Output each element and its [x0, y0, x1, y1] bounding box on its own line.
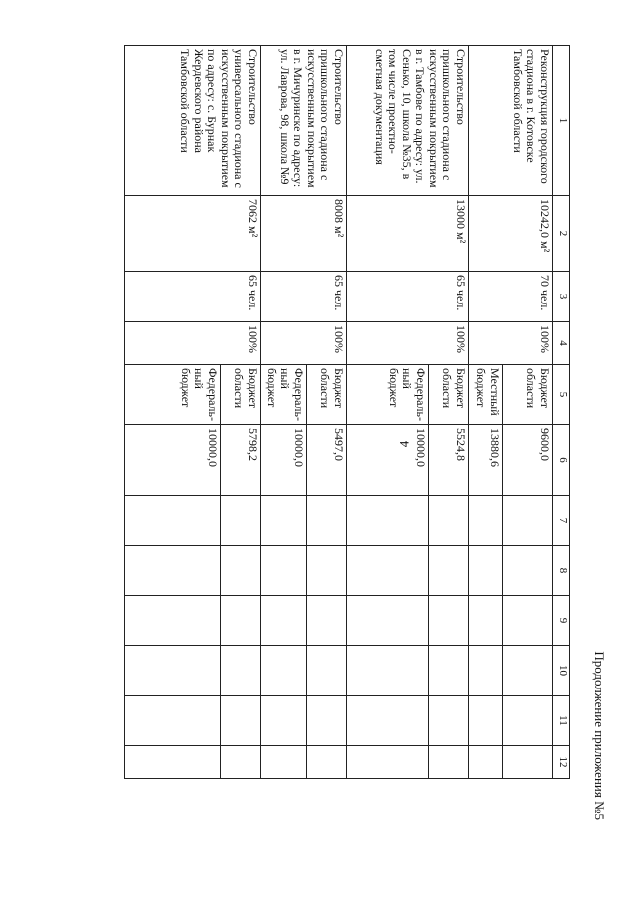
empty-cell [347, 645, 429, 695]
funding-value: 10000,0 [261, 424, 307, 495]
col-header-11: 11 [553, 695, 570, 745]
funding-source: Бюджет области [429, 365, 469, 425]
empty-cell [125, 545, 221, 595]
funding-value: 10000,0 [347, 424, 429, 495]
funding-value: 5497,0 [307, 424, 347, 495]
col-header-4: 4 [553, 322, 570, 365]
capacity-cell: 70 чел. [469, 272, 553, 322]
col-header-8: 8 [553, 545, 570, 595]
empty-cell [261, 595, 307, 645]
empty-cell [307, 495, 347, 545]
funding-source: Бюджет области [221, 365, 261, 425]
empty-cell [221, 645, 261, 695]
empty-cell [261, 745, 307, 778]
empty-cell [429, 745, 469, 778]
col-header-10: 10 [553, 645, 570, 695]
col-header-7: 7 [553, 495, 570, 545]
empty-cell [429, 695, 469, 745]
empty-cell [469, 545, 503, 595]
empty-cell [221, 495, 261, 545]
area-cell: 7062 м² [125, 196, 261, 272]
funding-source: Федераль-ный бюджет [125, 365, 221, 425]
project-name: Строительство пришкольного стадиона с искусственным покрытием в г. Мичуринске по адресу: ул. Лаврова, 98, школа №9 [261, 46, 347, 196]
percent-cell: 100% [347, 322, 469, 365]
funding-value: 10000,0 [125, 424, 221, 495]
col-header-9: 9 [553, 595, 570, 645]
empty-cell [125, 595, 221, 645]
empty-cell [307, 695, 347, 745]
funding-value: 9600,0 [503, 424, 553, 495]
table-row [429, 46, 469, 779]
empty-cell [221, 595, 261, 645]
empty-cell [503, 695, 553, 745]
project-name: Строительство универсального стадиона с искусственным покрытием по адресу: с. Бурнак Жердевского района Тамбовской области [125, 46, 261, 196]
empty-cell [469, 645, 503, 695]
capacity-cell: 65 чел. [261, 272, 347, 322]
col-header-2: 2 [553, 196, 570, 272]
percent-cell: 100% [261, 322, 347, 365]
table-row [503, 46, 553, 779]
empty-cell [347, 745, 429, 778]
empty-cell [307, 645, 347, 695]
area-cell: 8008 м² [261, 196, 347, 272]
table-row [307, 46, 347, 779]
column-number-row [553, 46, 570, 779]
empty-cell [469, 745, 503, 778]
empty-cell [125, 495, 221, 545]
col-header-12: 12 [553, 745, 570, 778]
empty-cell [261, 695, 307, 745]
area-cell: 10242,0 м² [469, 196, 553, 272]
empty-cell [347, 695, 429, 745]
funding-source: Местный бюджет [469, 365, 503, 425]
table-row [221, 46, 261, 779]
percent-cell: 100% [125, 322, 261, 365]
empty-cell [261, 645, 307, 695]
empty-cell [503, 745, 553, 778]
empty-cell [469, 595, 503, 645]
empty-cell [503, 545, 553, 595]
capacity-cell: 65 чел. [125, 272, 261, 322]
empty-cell [429, 495, 469, 545]
empty-cell [261, 545, 307, 595]
funding-value: 5798,2 [221, 424, 261, 495]
rotated-page [160, 45, 615, 820]
empty-cell [221, 695, 261, 745]
capacity-cell: 65 чел. [347, 272, 469, 322]
empty-cell [429, 545, 469, 595]
funding-value: 13880,6 [469, 424, 503, 495]
empty-cell [469, 695, 503, 745]
funding-source: Бюджет области [307, 365, 347, 425]
empty-cell [307, 745, 347, 778]
funding-source: Федераль-ный бюджет [261, 365, 307, 425]
empty-cell [347, 545, 429, 595]
area-cell: 13000 м² [347, 196, 469, 272]
empty-cell [503, 495, 553, 545]
empty-cell [307, 595, 347, 645]
empty-cell [261, 495, 307, 545]
empty-cell [221, 745, 261, 778]
col-header-1: 1 [553, 46, 570, 196]
col-header-3: 3 [553, 272, 570, 322]
empty-cell [429, 595, 469, 645]
budget-table [124, 45, 570, 779]
empty-cell [125, 695, 221, 745]
project-name: Реконструкция городского стадиона в г. Котовске Тамбовской области [469, 46, 553, 196]
percent-cell: 100% [469, 322, 553, 365]
empty-cell [125, 645, 221, 695]
project-name: Строительство пришкольного стадиона с искусственным покрытием в г. Тамбове по адресу: ул. Сенько, 10, школа №35, в том числе проектно-сметная документация [347, 46, 469, 196]
col-header-5: 5 [553, 365, 570, 425]
empty-cell [347, 595, 429, 645]
empty-cell [221, 545, 261, 595]
empty-cell [469, 495, 503, 545]
continuation-label: Продолжение приложения №5 [592, 651, 607, 820]
funding-value: 5524,8 [429, 424, 469, 495]
col-header-6: 6 [553, 424, 570, 495]
funding-source: Бюджет области [503, 365, 553, 425]
empty-cell [503, 645, 553, 695]
funding-source: Федераль-ный бюджет [347, 365, 429, 425]
empty-cell [429, 645, 469, 695]
page-number-text: 4 [396, 440, 411, 448]
empty-cell [347, 495, 429, 545]
empty-cell [307, 545, 347, 595]
empty-cell [125, 745, 221, 778]
empty-cell [503, 595, 553, 645]
